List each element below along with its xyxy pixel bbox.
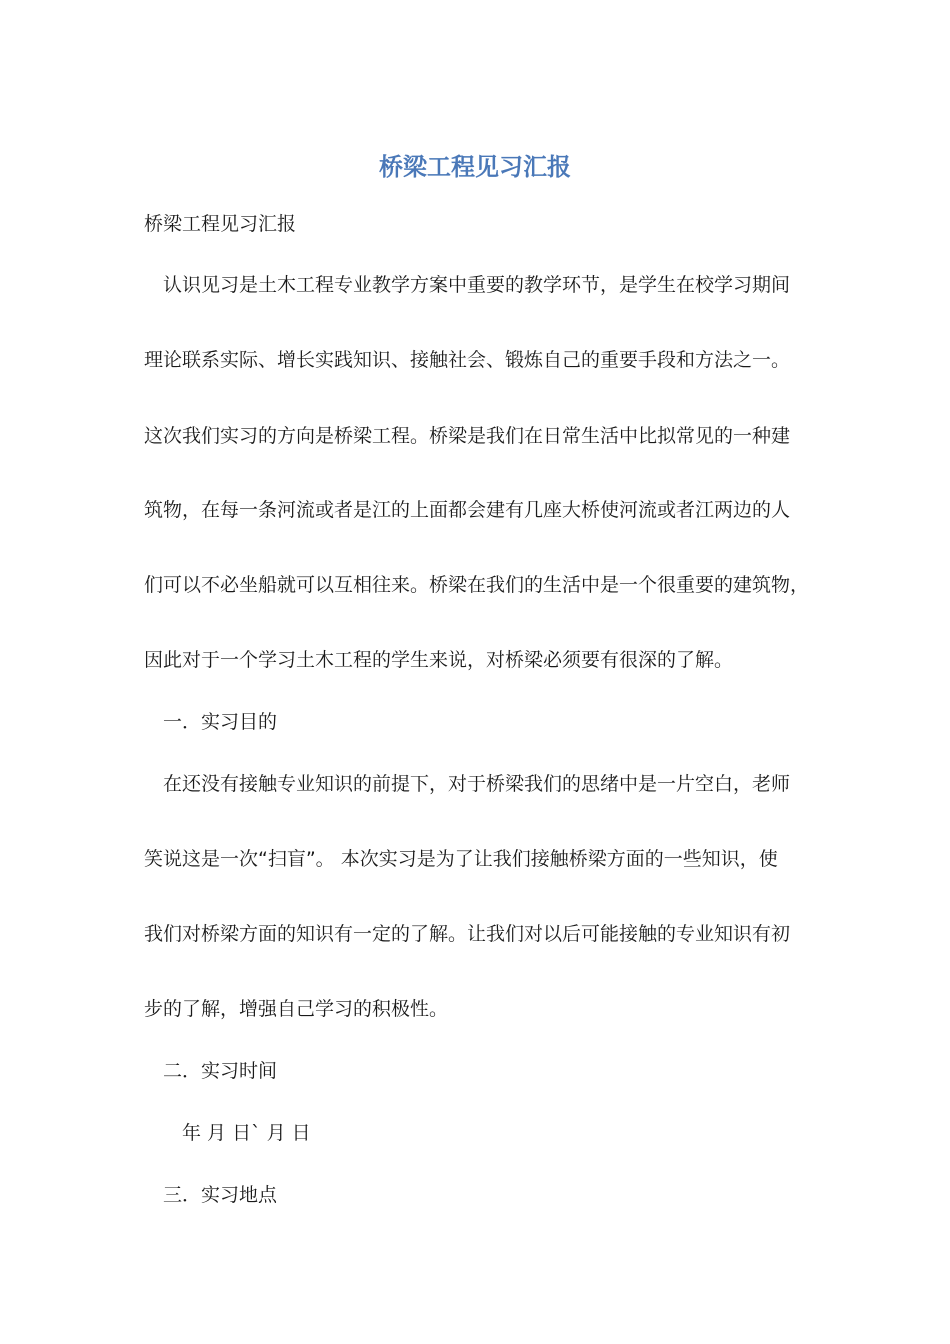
- paragraph-line: 笑说这是一次“扫盲”。 本次实习是为了让我们接触桥梁方面的一些知识，使: [144, 848, 778, 870]
- paragraph-line: 我们对桥梁方面的知识有一定的了解。让我们对以后可能接触的专业知识有初: [144, 923, 791, 945]
- paragraph-line: 因此对于一个学习土木工程的学生来说，对桥梁必须要有很深的了解。: [144, 649, 734, 671]
- paragraph-line: 理论联系实际、增长实践知识、接触社会、锻炼自己的重要手段和方法之一。: [144, 349, 791, 371]
- paragraph-line: 认识见习是土木工程专业教学方案中重要的教学环节，是学生在校学习期间: [163, 274, 791, 296]
- document-subtitle: 桥梁工程见习汇报: [144, 213, 297, 235]
- paragraph-line: 在还没有接触专业知识的前提下，对于桥梁我们的思绪中是一片空白，老师: [163, 773, 791, 795]
- internship-time-value: 年 月 日ˋ 月 日: [182, 1122, 311, 1144]
- document-title: 桥梁工程见习汇报: [379, 152, 571, 181]
- section-heading-location: 三．实习地点: [163, 1184, 278, 1206]
- paragraph-line: 筑物，在每一条河流或者是江的上面都会建有几座大桥使河流或者江两边的人: [144, 499, 791, 521]
- paragraph-line: 们可以不必坐船就可以互相往来。桥梁在我们的生活中是一个很重要的建筑物，: [144, 574, 810, 596]
- section-heading-time: 二．实习时间: [163, 1060, 278, 1082]
- paragraph-line: 步的了解，增强自己学习的积极性。: [144, 998, 449, 1020]
- section-heading-purpose: 一．实习目的: [163, 711, 278, 733]
- paragraph-line: 这次我们实习的方向是桥梁工程。桥梁是我们在日常生活中比拟常见的一种建: [144, 425, 791, 447]
